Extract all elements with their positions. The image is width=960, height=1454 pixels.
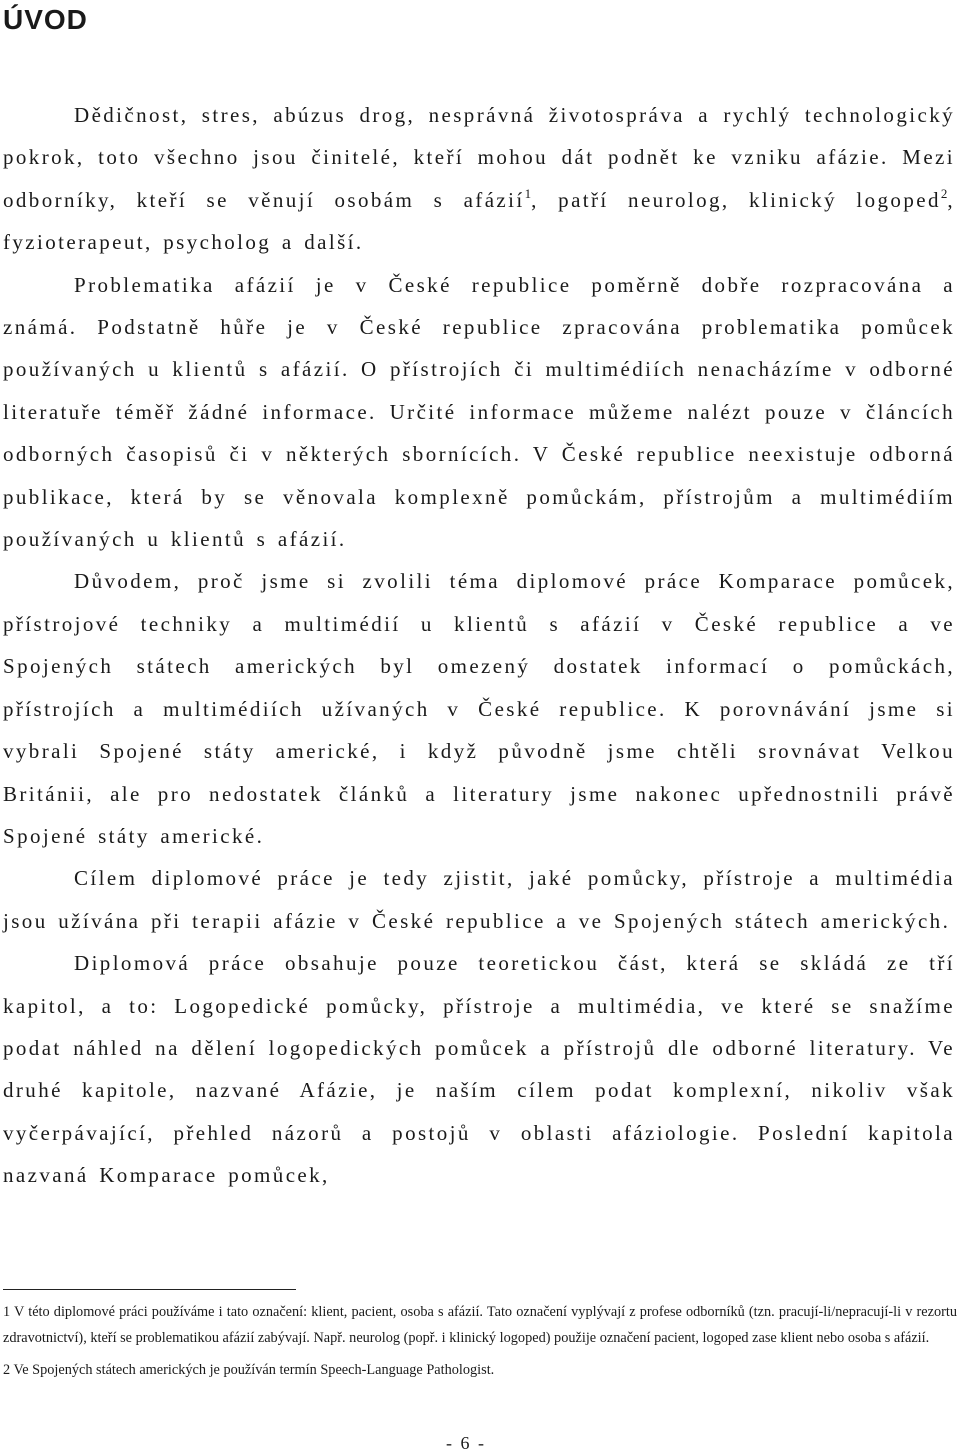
footnote-ref-1[interactable]: 1 bbox=[524, 185, 532, 201]
footnote-separator bbox=[3, 1289, 296, 1290]
footnote-2: 2 Ve Spojených státech amerických je používán termín Speech-Language Pathologist. bbox=[3, 1362, 495, 1378]
chapter-heading: ÚVOD bbox=[3, 4, 88, 35]
paragraph-1-text-b: , patří neurolog, klinický logoped bbox=[531, 187, 941, 212]
paragraph-1 bbox=[3, 94, 955, 264]
footnote-1: 1 V této diplomové práci používáme i tato označení: klient, pacient, osoba s afázií. Tato označení vyplývají z profese odborníků (tzn. pracují-li/nepracují-li v rezortu zdravotnictví), kteří se problematikou afázií zabývají. Např. neurolog (popř. i klinický logoped) použije označení pacient, logoped zase klient nebo osoba s afázií. bbox=[3, 1304, 957, 1346]
paragraph-3: Důvodem, proč jsme si zvolili téma diplomové práce Komparace pomůcek, přístrojové techniky a multimédií u klientů s afázií v České republice a ve Spojených státech amerických byl omezený dostatek informací o pomůckách, přístrojích a multimédiích užívaných v České republice. K porovnávání jsme si vybrali Spojené státy americké, i když původně jsme chtěli srovnávat Velkou Británii, ale pro nedostatek článků a literatury jsme nakonec upřednostnili právě Spojené státy americké. bbox=[3, 569, 955, 848]
paragraph-1-text-c: , fyzioterapeut, psycholog a další. bbox=[3, 187, 955, 255]
footnotes bbox=[3, 1299, 957, 1383]
paragraph-4: Cílem diplomové práce je tedy zjistit, jaké pomůcky, přístroje a multimédia jsou užívána při terapii afázie v České republice a ve Spojených státech amerických. bbox=[3, 866, 955, 933]
paragraph-2: Problematika afázií je v České republice poměrně dobře rozpracována a známá. Podstatně hůře je v České republice zpracována problematika pomůcek používaných u klientů s afázií. O přístrojích či multimédiích nenacházíme v odborné literatuře téměř žádné informace. Určité informace můžeme nalézt pouze v článcích odborných časopisů či v některých sbornících. V České republice neexistuje odborná publikace, která by se věnovala komplexně pomůckám, přístrojům a multimédiím používaných u klientů s afázií. bbox=[3, 272, 955, 552]
body-text bbox=[3, 94, 955, 1197]
paragraph-5: Diplomová práce obsahuje pouze teoretickou část, která se skládá ze tří kapitol, a to: Logopedické pomůcky, přístroje a multimédia, ve které se snažíme podat náhled na dělení logopedických pomůcek a přístrojů dle odborné literatury. Ve druhé kapitole, nazvané Afázie, je naším cílem podat komplexní, nikoliv však vyčerpávající, přehled názorů a postojů v oblasti afáziologie. Poslední kapitola nazvaná Komparace pomůcek, bbox=[3, 951, 955, 1188]
footnote-ref-2[interactable]: 2 bbox=[940, 185, 948, 201]
page-number: - 6 - bbox=[446, 1433, 486, 1453]
paragraph-1-text-a: Dědičnost, stres, abúzus drog, nesprávná životospráva a rychlý technologický pokrok, toto všechno jsou činitelé, kteří mohou dát podnět ke vzniku afázie. Mezi odborníky, kteří se věnují osobám s afázií bbox=[3, 103, 955, 212]
